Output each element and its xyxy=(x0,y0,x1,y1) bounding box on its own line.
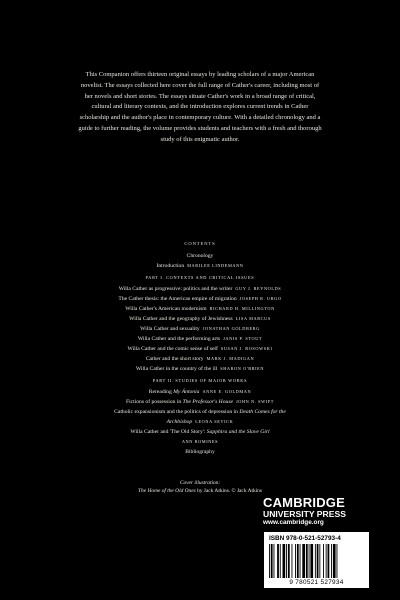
toc-entry: Fictions of possession in The Professor's House JOHN N. SWIFT xyxy=(126,399,274,405)
toc-entry: Willa Cather and the performing arts JANIS P. STOUT xyxy=(137,336,263,342)
barcode xyxy=(264,532,369,588)
publisher-url: www.cambridge.org xyxy=(263,519,324,526)
toc-entry: Willa Cather and 'The Old Story': Sapphira and the Slave Girl xyxy=(130,429,270,435)
part1-heading: PART I. CONTEXTS AND CRITICAL ISSUES xyxy=(145,275,255,280)
toc-entry: The Cather thesis: the American empire of migration JOSEPH R. URGO xyxy=(118,296,282,302)
toc-entry: Catholic expansionism and the politics of depression in Death Comes for the xyxy=(114,409,286,415)
toc-introduction: Introduction MARILEE LINDEMANN xyxy=(156,263,244,269)
table-of-contents xyxy=(60,251,340,457)
cover-illustration-credit xyxy=(0,479,400,495)
barcode-number: 9 780521 527934 xyxy=(289,579,344,586)
barcode-bars-icon xyxy=(269,544,364,578)
toc-entry: Willa Cather and sexuality JONATHAN GOLDBERG xyxy=(140,326,260,332)
part2-heading: PART II. STUDIES OF MAJOR WORKS xyxy=(152,378,248,383)
publisher-subname: UNIVERSITY PRESS xyxy=(263,509,346,519)
toc-entry: Rereading My Ántonia ANNE E. GOLDMAN xyxy=(148,389,252,395)
cover-credit: The Home of the Old Ones by Jack Atkins. © Jack Atkins xyxy=(138,488,262,495)
blurb-text: This Companion offers thirteen original essays by leading scholars of a major American novelist. The essays collected here cover the full range of Cather's career, including most of her novels and short stories. The essays situate Cather's work in a broad range of critical, cultural and literary contexts, and the introduction explores current trends in Cather scholarship and the author's place in contemporary culture. With a detailed chronology and a guide to further reading, the volume provides students and teachers with a fresh and thorough study of this enigmatic author. xyxy=(78,71,322,143)
toc-entry: Willa Cather and the geography of Jewishness LISA MARCUS xyxy=(129,316,271,322)
toc-bibliography: Bibliography xyxy=(185,449,215,455)
toc-entry: Willa Cather and the comic sense of self SUSAN J. ROSOWSKI xyxy=(127,346,273,352)
cover-heading: Cover illustration: xyxy=(179,480,221,486)
toc-entry: Willa Cather in the country of the ill SHARON O'BRIEN xyxy=(135,366,265,372)
toc-chronology: Chronology xyxy=(186,253,214,259)
toc-entry-author: ANN ROMINES xyxy=(181,439,219,444)
toc-entry: Willa Cather's American modernism RICHARD H. MILLINGTON xyxy=(125,306,275,312)
toc-entry: Cather and the short story MARK J. MADIGAN xyxy=(145,356,255,362)
toc-entry-continued: Archbishop LEONA SEVICK xyxy=(166,419,234,425)
contents-heading: CONTENTS xyxy=(184,241,216,246)
publisher-logo xyxy=(263,496,373,527)
toc-entry: Willa Cather as progressive: politics and the writer GUY J. REYNOLDS xyxy=(118,286,282,292)
publisher-name: CAMBRIDGE xyxy=(263,495,345,510)
isbn-text: ISBN 978-0-521-52793-4 xyxy=(269,535,341,542)
